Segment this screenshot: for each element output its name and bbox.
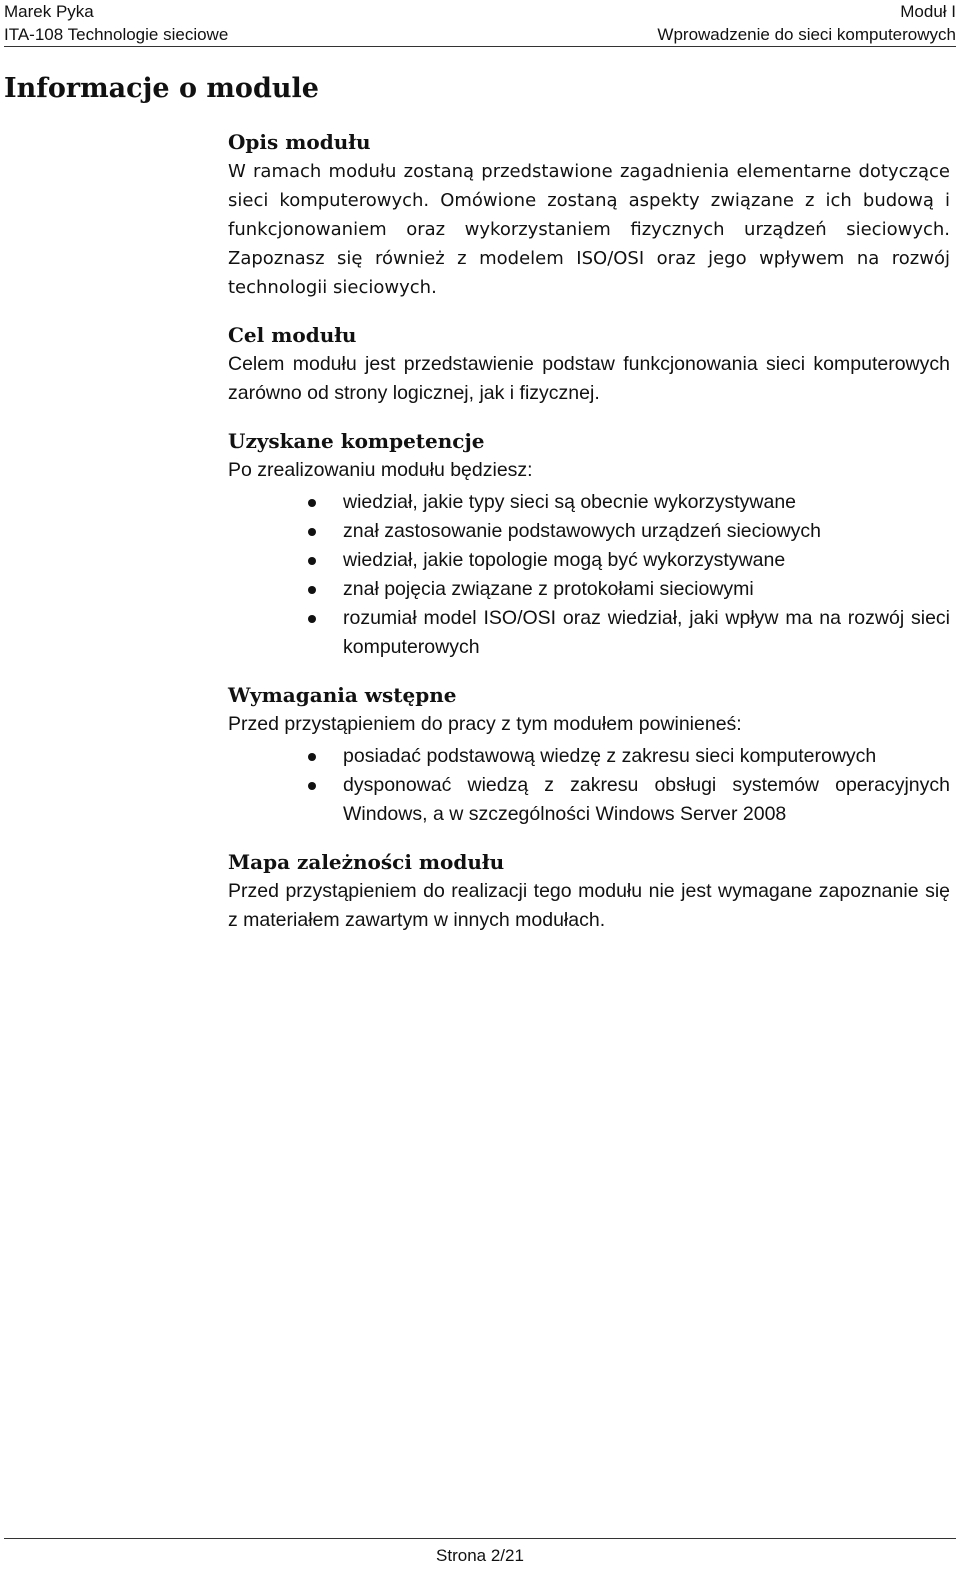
list-item-text: znał pojęcia związane z protokołami sieciowymi [343, 578, 754, 600]
bullet-icon [308, 615, 316, 623]
header-author: Marek Pyka [4, 2, 94, 21]
section-cel-text: Celem modułu jest przedstawienie podstaw funkcjonowania sieci komputerowych zarówno od strony logicznej, jak i fizycznej. [228, 353, 950, 404]
section-wymagania [228, 681, 950, 829]
section-opis [228, 128, 950, 302]
kompetencje-list [228, 488, 950, 662]
section-wymagania-heading: Wymagania wstępne [228, 683, 457, 707]
list-item [228, 488, 950, 517]
header-course: ITA-108 Technologie sieciowe [4, 25, 229, 44]
bullet-icon [308, 499, 316, 507]
section-wymagania-intro: Przed przystąpieniem do pracy z tym modułem powinieneś: [228, 713, 742, 735]
section-opis-heading: Opis modułu [228, 130, 371, 154]
section-kompetencje [228, 427, 950, 662]
header-module: Moduł I [900, 2, 956, 21]
list-item [228, 575, 950, 604]
page-header [4, 0, 956, 47]
bullet-icon [308, 557, 316, 565]
bullet-icon [308, 753, 316, 761]
list-item [228, 517, 950, 546]
page-footer [4, 1538, 956, 1569]
header-left [4, 0, 228, 46]
section-mapa-heading: Mapa zależności modułu [228, 850, 505, 874]
page-number: Strona 2/21 [436, 1546, 524, 1565]
list-item-text: wiedział, jakie topologie mogą być wykorzystywane [343, 549, 786, 571]
list-item-text: rozumiał model ISO/OSI oraz wiedział, jaki wpływ ma na rozwój sieci komputerowych [343, 607, 950, 658]
list-item [228, 546, 950, 575]
list-item [228, 742, 950, 771]
section-cel-heading: Cel modułu [228, 323, 357, 347]
bullet-icon [308, 528, 316, 536]
section-opis-text: W ramach modułu zostaną przedstawione zagadnienia elementarne dotyczące sieci komputerowych. Omówione zostaną aspekty związane z ich budową i funkcjonowaniem oraz wykorzystaniem fizycznych urządzeń sieciowych. Zapoznasz się również z modelem ISO/OSI oraz jego wpływem na rozwój technologii sieciowych. [228, 161, 950, 298]
bullet-icon [308, 586, 316, 594]
list-item-text: wiedział, jakie typy sieci są obecnie wykorzystywane [343, 491, 797, 513]
list-item-text: dysponować wiedzą z zakresu obsługi systemów operacyjnych Windows, a w szczególności Windows Server 2008 [343, 774, 950, 825]
page-title: Informacje o module [4, 73, 319, 104]
header-right [657, 0, 956, 46]
section-cel [228, 321, 950, 408]
list-item-text: posiadać podstawową wiedzę z zakresu sieci komputerowych [343, 745, 877, 767]
section-kompetencje-heading: Uzyskane kompetencje [228, 429, 485, 453]
list-item [228, 604, 950, 662]
list-item [228, 771, 950, 829]
section-mapa [228, 848, 950, 935]
bullet-icon [308, 782, 316, 790]
wymagania-list [228, 742, 950, 829]
header-module-title: Wprowadzenie do sieci komputerowych [657, 25, 956, 44]
module-info-content [228, 128, 950, 954]
list-item-text: znał zastosowanie podstawowych urządzeń sieciowych [343, 520, 821, 542]
section-mapa-text: Przed przystąpieniem do realizacji tego modułu nie jest wymagane zapoznanie się z materiałem zawartym w innych modułach. [228, 880, 950, 931]
section-kompetencje-intro: Po zrealizowaniu modułu będziesz: [228, 459, 533, 481]
